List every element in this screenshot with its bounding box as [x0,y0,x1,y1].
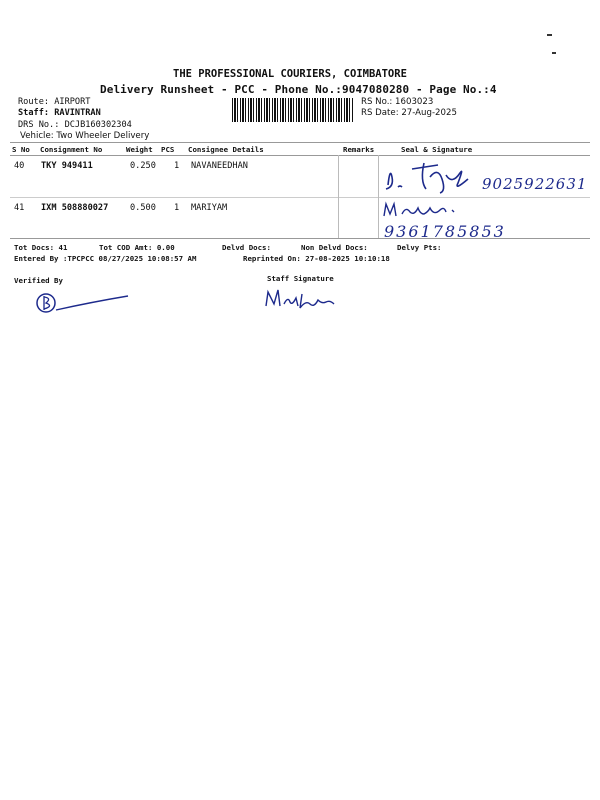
entered-by: Entered By :TPCPCC 08/27/2025 10:08:57 AM [14,254,197,263]
non-delivered-docs: Non Delvd Docs: [301,243,368,252]
row-divider [10,197,590,198]
route-label: Route: AIRPORT [18,97,91,107]
row-sno: 40 [14,161,25,171]
row-weight: 0.500 [130,203,156,213]
col-pcs: PCS [161,145,175,154]
staff-signature-label: Staff Signature [267,274,334,283]
row-weight: 0.250 [130,161,156,171]
total-docs: Tot Docs: 41 [14,243,68,252]
scan-mark [552,52,556,54]
row-pcs: 1 [174,203,180,213]
handwritten-phone: 9361785853 [384,222,506,241]
rs-number: RS No.: 1603023 [361,97,434,107]
delivery-signature [380,198,470,220]
scan-mark [547,34,552,36]
col-seal-signature: Seal & Signature [401,145,473,154]
vehicle-label: Vehicle: Two Wheeler Delivery [20,131,150,141]
staff-signature-image [262,286,342,314]
table-header-rule [10,155,590,156]
delivery-signature [380,155,475,195]
staff-label: Staff: RAVINTRAN [18,108,101,118]
verified-by-label: Verified By [14,276,63,285]
table-top-rule [10,142,590,143]
col-weight: Weight [126,145,153,154]
col-sno: S No [12,145,30,154]
barcode-image [232,98,354,122]
rs-date: RS Date: 27-Aug-2025 [361,108,457,118]
col-remarks: Remarks [343,145,375,154]
runsheet-subtitle: Delivery Runsheet - PCC - Phone No.:9047080280 - Page No.:4 [100,83,497,96]
total-cod-amount: Tot COD Amt: 0.00 [99,243,175,252]
column-divider [338,155,339,238]
reprinted-on: Reprinted On: 27-08-2025 10:10:18 [243,254,390,263]
col-consignee: Consignee Details [188,145,264,154]
delivery-points: Delvy Pts: [397,243,442,252]
row-consignee: MARIYAM [191,203,228,213]
drs-number: DRS No.: DCJB160302304 [18,120,132,130]
col-consignment: Consignment No [40,145,103,154]
row-consignment: TKY 949411 [41,161,93,171]
verifier-signature [32,288,132,318]
company-title: THE PROFESSIONAL COURIERS, COIMBATORE [173,68,407,80]
row-sno: 41 [14,203,25,213]
row-consignee: NAVANEEDHAN [191,161,248,171]
delivered-docs: Delvd Docs: [222,243,271,252]
column-divider [378,155,379,238]
row-consignment: IXM 508880027 [41,203,109,213]
handwritten-phone: 9025922631 [482,175,588,193]
row-pcs: 1 [174,161,180,171]
